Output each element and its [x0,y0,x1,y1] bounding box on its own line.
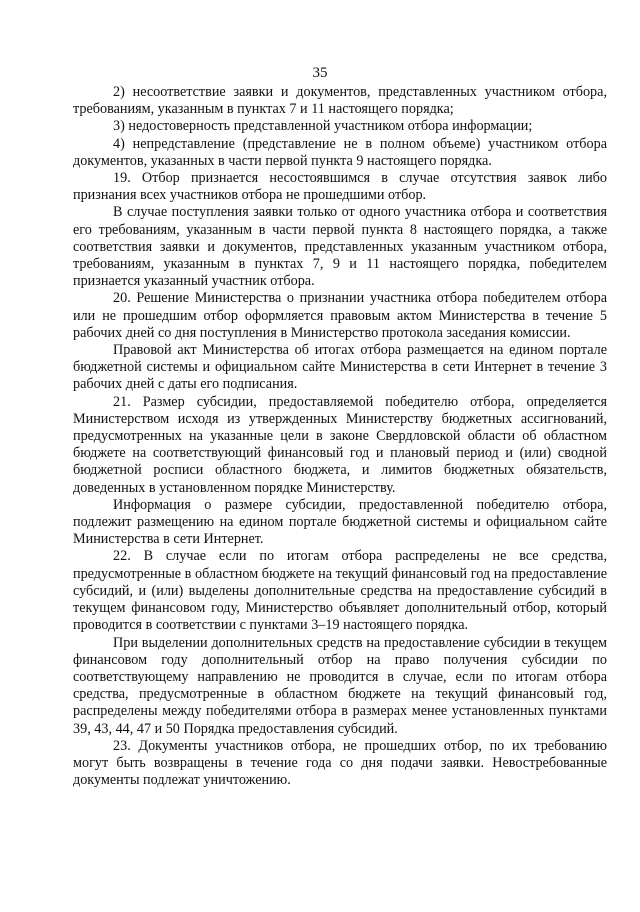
paragraph-subsidy-info: Информация о размере субсидии, предоставленной победителю отбора, подлежит размещению на едином портале бюджетной системы и официальном сайте Министерства в сети Интернет. [73,496,607,548]
paragraph-clause-19: 19. Отбор признается несостоявшимся в случае отсутствия заявок либо признания всех участников отбора не прошедшими отбор. [73,170,607,204]
document-body [73,84,607,789]
paragraph-item-3: 3) недостоверность представленной участником отбора информации; [113,118,533,135]
paragraph-clause-23: 23. Документы участников отбора, не прошедших отбор, по их требованию могут быть возвращены в течение года со дня подачи заявки. Невостребованные документы подлежат уничтожению. [73,737,607,789]
paragraph-legal-act: Правовой акт Министерства об итогах отбора размещается на едином портале бюджетной системы и официальном сайте Министерства в сети Интернет в течение 3 рабочих дней с даты его подписания. [73,342,607,393]
page-number: 35 [312,65,328,81]
paragraph-clause-22: 22. В случае если по итогам отбора распределены не все средства, предусмотренные в областном бюджете на текущий финансовый год на предоставление субсидий, и (или) выделены дополнительные средства на предоставление субсидий в текущем финансовом году, Министерство объявляет дополнительный отбор, который проводится в соответствии с пунктами 3–19 настоящего порядка. [73,548,607,634]
paragraph-single-participant: В случае поступления заявки только от одного участника отбора и соответствия его требованиям, указанным в части первой пункта 8 настоящего порядка, а также соответствия заявки и документов, представленных указанным участником отбора, требованиям, указанным в пунктах 7, 9 и 11 настоящего порядка, победителем признается указанный участник отбора. [73,204,607,290]
paragraph-item-4: 4) непредставление (представление не в полном объеме) участником отбора документов, указанных в части первой пункта 9 настоящего порядка. [73,135,607,169]
paragraph-additional-funds: При выделении дополнительных средств на предоставление субсидии в текущем финансовом году дополнительный отбор на право получения субсидии по соответствующему направлению не проводится в случае, если по итогам отбора средства, предусмотренные в областном бюджете на текущий финансовый год, распределены между победителями отбора в размерах менее установленных пунктами 39, 43, 44, 47 и 50 Порядка предоставления субсидий. [73,634,607,737]
paragraph-item-2: 2) несоответствие заявки и документов, представленных участником отбора, требованиям, указанным в пунктах 7 и 11 настоящего порядка; [73,84,607,118]
paragraph-clause-20: 20. Решение Министерства о признании участника отбора победителем отбора или не прошедшим отбор оформляется правовым актом Министерства в течение 5 рабочих дней со дня поступления в Министерство протокола заседания комиссии. [73,290,607,341]
paragraph-clause-21: 21. Размер субсидии, предоставляемой победителю отбора, определяется Министерством исходя из утвержденных Министерству бюджетных ассигнований, предусмотренных на указанные цели в законе Свердловской области об областном бюджете на соответствующий финансовый год и плановый период и (или) сводной бюджетной росписи областного бюджета, и лимитов бюджетных обязательств, доведенных в установленном порядке Министерству. [73,393,607,496]
